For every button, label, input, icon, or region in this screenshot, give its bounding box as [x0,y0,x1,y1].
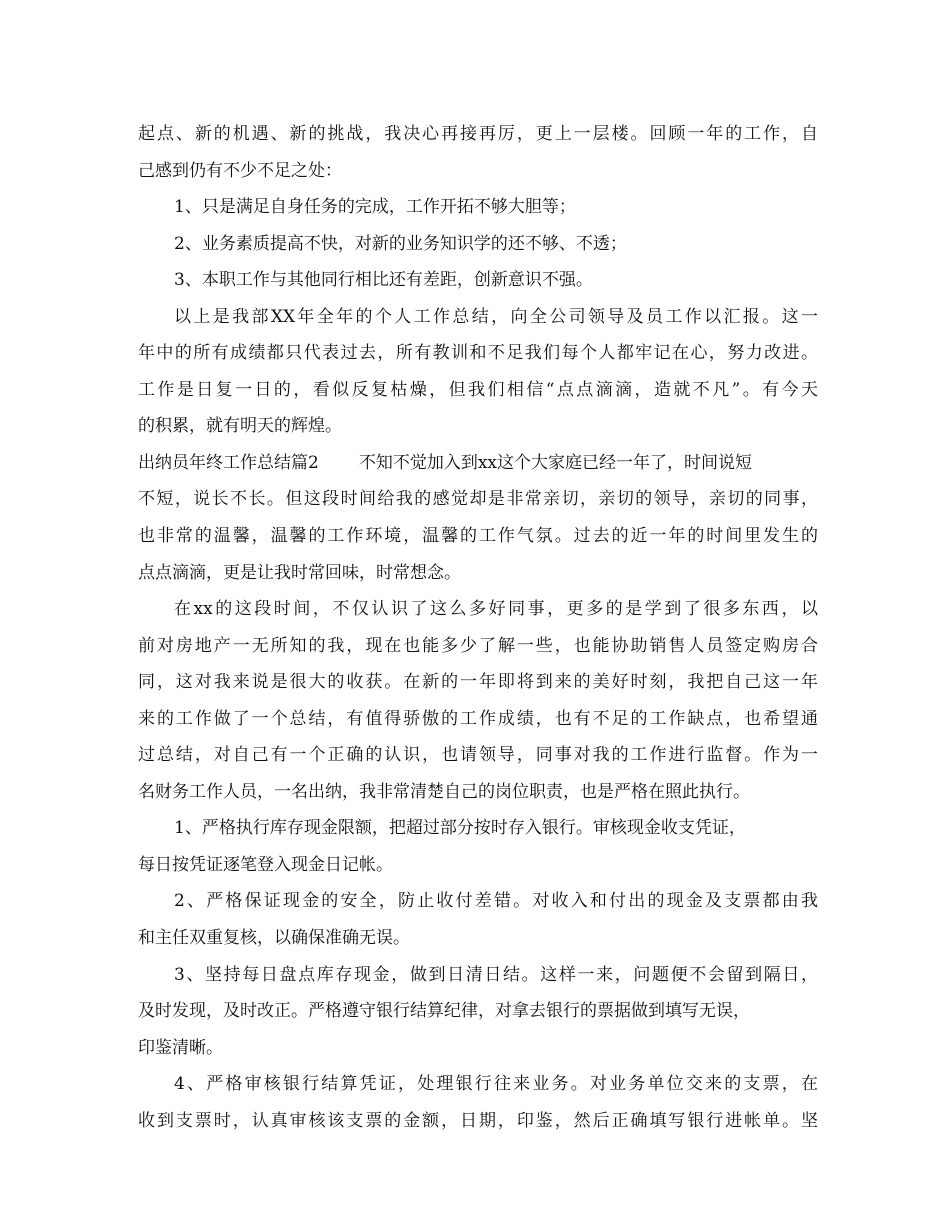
list-item: 3、本职工作与其他同行相比还有差距，创新意识不强。 [174,270,593,291]
list-item: 1、只是满足自身任务的完成，工作开拓不够大胆等； [174,197,576,218]
text-line: 每日按凭证逐笔登入现金日记帐。 [138,854,393,875]
text-line: 和主任双重复核，以确保准确无误。 [138,928,410,949]
text-line: 及时发现，及时改正。严格遵守银行结算纪律，对拿去银行的票据做到填写无误， [138,1001,750,1022]
text-line: 的积累，就有明天的辉煌。 [138,416,342,437]
list-item: 4、严格审核银行结算凭证，处理银行往来业务。对业务单位交来的支票，在 [174,1074,818,1095]
text-line: 也非常的温馨，温馨的工作环境，温馨的工作气氛。过去的近一年的时间里发生的 [138,526,818,547]
list-item: 2、严格保证现金的安全，防止收付差错。对收入和付出的现金及支票都由我 [174,891,818,912]
text-line: 在xx的这段时间，不仅认识了这么多好同事，更多的是学到了很多东西，以 [174,599,818,620]
text-line: 过总结，对自己有一个正确的认识，也请领导，同事对我的工作进行监督。作为一 [138,745,818,766]
text-line: 前对房地产一无所知的我，现在也能多少了解一些，也能协助销售人员签定购房合 [138,635,818,656]
list-item: 3、坚持每日盘点库存现金，做到日清日结。这样一来，问题便不会留到隔日， [174,964,818,985]
section-heading: 出纳员年终工作总结篇2 [138,452,319,473]
text-line: 收到支票时，认真审核该支票的金额，日期，印鉴，然后正确填写银行进帐单。坚 [138,1110,818,1131]
text-line: 工作是日复一日的，看似反复枯燥，但我们相信“点点滴滴，造就不凡”。有今天 [138,379,818,400]
text-line: 同，这对我来说是很大的收获。在新的一年即将到来的美好时刻，我把自己这一年 [138,672,818,693]
text-line: 己感到仍有不少不足之处： [138,160,342,181]
section-heading-line [138,445,818,482]
text-line: 年中的所有成绩都只代表过去，所有教训和不足我们每个人都牢记在心，努力改进。 [138,343,818,364]
text-line: 名财务工作人员，一名出纳，我非常清楚自己的岗位职责，也是严格在照此执行。 [138,781,750,802]
text-line: 不知不觉加入到xx这个大家庭已经一年了，时间说短 [358,452,753,473]
document-body [138,116,818,1139]
text-line: 点点滴滴，更是让我时常回味，时常想念。 [138,562,461,583]
list-item: 1、严格执行库存现金限额，把超过部分按时存入银行。审核现金收支凭证， [174,818,746,839]
text-line: 印鉴清晰。 [138,1037,223,1058]
text-line: 来的工作做了一个总结，有值得骄傲的工作成绩，也有不足的工作缺点，也希望通 [138,708,818,729]
text-line: 不短，说长不长。但这段时间给我的感觉却是非常亲切，亲切的领导，亲切的同事， [138,489,818,510]
text-line: 以上是我部XX年全年的个人工作总结，向全公司领导及员工作以汇报。这一 [174,306,818,327]
list-item: 2、业务素质提高不快，对新的业务知识学的还不够、不透； [174,233,627,254]
text-line: 起点、新的机遇、新的挑战，我决心再接再厉，更上一层楼。回顾一年的工作，自 [138,124,818,144]
